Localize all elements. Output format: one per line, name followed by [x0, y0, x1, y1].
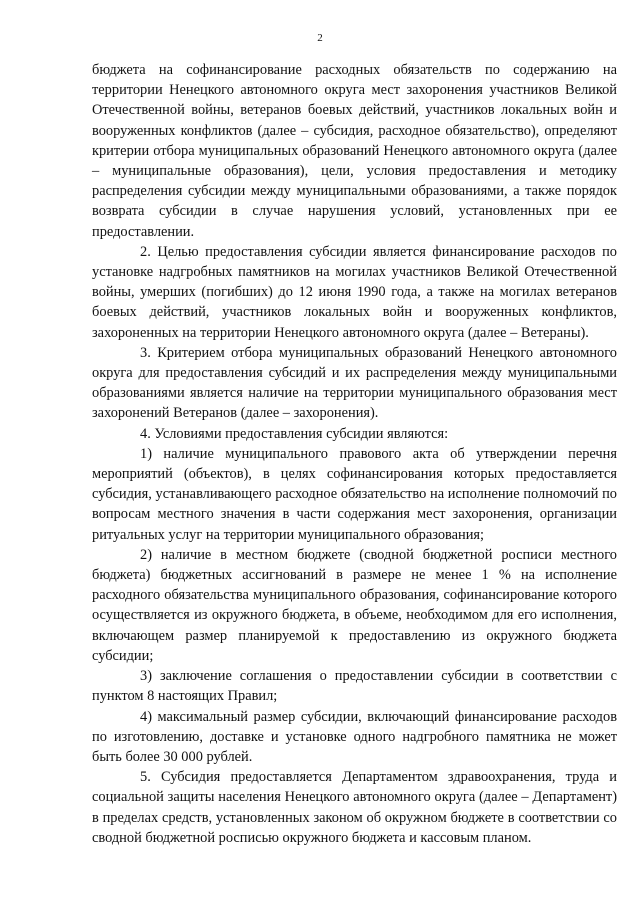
paragraph-4-item-2: 2) наличие в местном бюджете (сводной бюджетной росписи местного бюджета) бюджетных ассигнований в размере не менее 1 % на исполнение расходного обязательства муниципального образования, софинансирование которого осуществляется из окружного бюджета, в объеме, необходимом для его исполнения, включающем размер планируемой к предоставлению из окружного бюджета субсидии;	[92, 546, 617, 664]
paragraph-4-item-4: 4) максимальный размер субсидии, включающий финансирование расходов по изготовлению, доставке и установке одного надгробного памятника не может быть более 30 000 рублей.	[92, 708, 617, 765]
paragraph-5: 5. Субсидия предоставляется Департаментом здравоохранения, труда и социальной защиты населения Ненецкого автономного округа (далее – Департамент) в пределах средств, установленных законом об окружном бюджете в соответствии со сводной бюджетной росписью окружного бюджета и кассовым планом.	[92, 769, 617, 846]
paragraph-4-item-3: 3) заключение соглашения о предоставлении субсидии в соответствии с пунктом 8 настоящих Правил;	[92, 668, 617, 705]
paragraph-4-item-1: 1) наличие муниципального правового акта об утверждении перечня мероприятий (объектов), в целях софинансирования которых предоставляется субсидия, устанавливающего расходное обязательство на исполнение полномочий по вопросам местного значения в части содержания мест захоронения, организации ритуальных услуг на территории муниципального образования;	[92, 445, 617, 543]
document-body	[92, 60, 617, 848]
paragraph-continuation: бюджета на софинансирование расходных обязательств по содержанию на территории Ненецкого автономного округа мест захоронения участников Великой Отечественной войны, ветеранов боевых действий, участников локальных войн и вооруженных конфликтов (далее – субсидия, расходное обязательство), определяют критерии отбора муниципальных образований Ненецкого автономного округа (далее – муниципальные образования), цели, условия предоставления и методику распределения субсидии между муниципальными образованиями, а также порядок возврата субсидии в случае нарушения условий, установленных при ее предоставлении.	[92, 62, 617, 240]
paragraph-4: 4. Условиями предоставления субсидии являются:	[140, 425, 449, 442]
paragraph-2: 2. Целью предоставления субсидии является финансирование расходов по установке надгробных памятников на могилах участников Великой Отечественной войны, умерших (погибших) до 12 июня 1990 года, а также на могилах ветеранов боевых действий, участников локальных войн и вооруженных конфликтов, захороненных на территории Ненецкого автономного округа (далее – Ветераны).	[92, 243, 617, 341]
page-number: 2	[317, 32, 323, 44]
paragraph-3: 3. Критерием отбора муниципальных образований Ненецкого автономного округа для предоставления субсидий и их распределения между муниципальными образованиями является наличие на территории муниципального образования мест захоронений Ветеранов (далее – захоронения).	[92, 344, 617, 422]
